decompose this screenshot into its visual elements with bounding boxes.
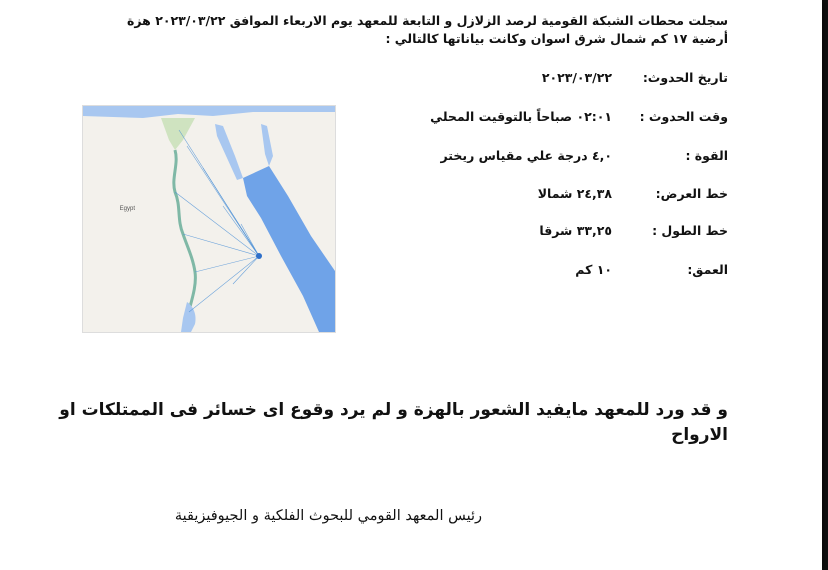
epicenter-map [82,105,336,333]
map-graphic [83,106,335,332]
note-paragraph: و قد ورد للمعهد مايفيد الشعور بالهزة و لم يرد وقوع اى خسائر فى الممتلكات او الارواح [59,400,728,445]
signature-line: رئيس المعهد القومي للبحوث الفلكية و الجيوفيزيقية [174,508,482,524]
intro-paragraph: سجلت محطات الشبكة القومية لرصد الزلازل و التابعة للمعهد يوم الاربعاء الموافق ٢٠٢٣/٠٣/٢٢ هزة أرضية ١٧ كم شمال شرق اسوان وكانت بياناتها كالتالي : [127,13,728,46]
field-value-longitude: ٣٣,٢٥ شرقا [539,223,612,238]
field-label-latitude: خط العرض: [655,186,728,201]
field-value-time: ٠٢:٠١ صباحاً بالتوقيت المحلي [430,109,612,124]
field-value-depth: ١٠ كم [575,262,612,277]
epicenter-marker [256,253,262,259]
field-value-magnitude: ٤,٠ درجة علي مقياس ريختر [440,148,612,163]
field-label-depth: العمق: [687,262,728,277]
country-label: Egypt [119,206,135,212]
field-label-magnitude: القوة : [685,148,728,163]
field-label-longitude: خط الطول : [652,223,728,238]
field-label-date: تاريخ الحدوث: [642,70,728,85]
field-label-time: وقت الحدوث : [639,109,728,124]
field-value-latitude: ٢٤,٣٨ شمالا [537,186,612,201]
field-value-date: ٢٠٢٣/٠٣/٢٢ [541,70,612,85]
